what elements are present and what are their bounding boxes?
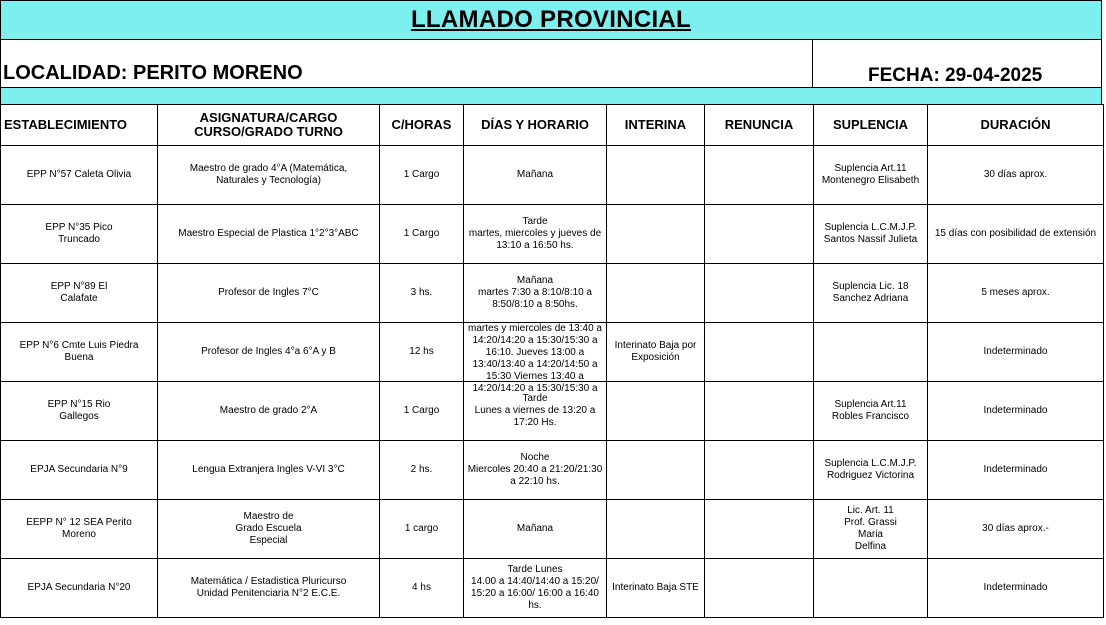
col-header-suplencia: SUPLENCIA <box>814 105 928 146</box>
cell-horas: 4 hs <box>380 559 464 618</box>
cell-horas: 2 hs. <box>380 441 464 500</box>
cell-establecimiento: EPP N°57 Caleta Olivia <box>1 146 158 205</box>
cell-asignatura: Maestro de Grado Escuela Especial <box>158 500 380 559</box>
cell-dias <box>464 205 607 264</box>
cell-asignatura: Profesor de Ingles 7°C <box>158 264 380 323</box>
cell-duracion: Indeterminado <box>928 323 1104 382</box>
separator-strip <box>0 88 1102 105</box>
col-header-renuncia: RENUNCIA <box>705 105 814 146</box>
cell-renuncia <box>705 264 814 323</box>
cell-establecimiento: EPP N°35 Pico Truncado <box>1 205 158 264</box>
cell-suplencia: Suplencia L.C.M.J.P. Rodriguez Victorina <box>814 441 928 500</box>
cell-duracion: Indeterminado <box>928 441 1104 500</box>
cell-interina <box>607 441 705 500</box>
cell-duracion: Indeterminado <box>928 559 1104 618</box>
col-header-interina: INTERINA <box>607 105 705 146</box>
col-header-horas: C/HORAS <box>380 105 464 146</box>
cell-horas: 3 hs. <box>380 264 464 323</box>
cell-asignatura: Maestro Especial de Plastica 1°2°3°ABC <box>158 205 380 264</box>
col-header-duracion: DURACIÓN <box>928 105 1104 146</box>
info-row <box>0 40 1102 88</box>
table-row <box>1 146 1104 205</box>
cell-suplencia: Suplencia Art.11 Montenegro Elisabeth <box>814 146 928 205</box>
cell-duracion: Indeterminado <box>928 382 1104 441</box>
cell-interina: Interinato Baja por Exposición <box>607 323 705 382</box>
cell-renuncia <box>705 323 814 382</box>
cell-establecimiento: EPP N°15 Rio Gallegos <box>1 382 158 441</box>
cell-dias <box>464 500 607 559</box>
cell-asignatura: Lengua Extranjera Ingles V-VI 3°C <box>158 441 380 500</box>
cell-interina <box>607 500 705 559</box>
horario-text: martes y miercoles de 13:40 a 14:20/14:20 a 15:30/15:30 a 16:10. Jueves 13:00 a 13:40/13:40 a 14:20/14:50 a 15:30 Viernes 13:40 a 14:20/14:20 a 15:30/15:30 a <box>468 323 602 394</box>
cell-dias <box>464 264 607 323</box>
fecha-cell <box>812 40 1102 87</box>
cell-interina <box>607 264 705 323</box>
cell-dias <box>464 441 607 500</box>
cell-suplencia <box>814 559 928 618</box>
cell-renuncia <box>705 559 814 618</box>
cell-horas: 1 Cargo <box>380 146 464 205</box>
table-row <box>1 559 1104 618</box>
table-row <box>1 205 1104 264</box>
table-row <box>1 500 1104 559</box>
cell-asignatura: Maestro de grado 2°A <box>158 382 380 441</box>
cell-dias <box>464 323 607 394</box>
table-row <box>1 441 1104 500</box>
cell-interina <box>607 205 705 264</box>
fecha-label: FECHA: 29-04-2025 <box>868 65 1043 86</box>
cell-asignatura: Maestro de grado 4°A (Matemática, Naturales y Tecnología) <box>158 146 380 205</box>
table-header-row <box>1 105 1104 146</box>
cell-dias <box>464 146 607 205</box>
table-body <box>1 146 1104 618</box>
col-header-asignatura: ASIGNATURA/CARGO CURSO/GRADO TURNO <box>158 105 380 146</box>
cell-suplencia <box>814 323 928 382</box>
cell-dias <box>464 559 607 618</box>
cell-asignatura: Matemática / Estadistica Pluricurso Unidad Penitenciaria N°2 E.C.E. <box>158 559 380 618</box>
horario-text: Tarde Lunes a viernes de 13:20 a 17:20 Hs. <box>474 393 596 428</box>
cell-horas: 1 cargo <box>380 500 464 559</box>
localidad-label: LOCALIDAD: PERITO MORENO <box>3 62 303 84</box>
horario-text: Tarde martes, miercoles y jueves de 13:10 a 16:50 hs. <box>468 216 602 251</box>
table-row <box>1 323 1104 382</box>
col-header-dias: DÍAS Y HORARIO <box>464 105 607 146</box>
cell-interina <box>607 146 705 205</box>
cell-interina: Interinato Baja STE <box>607 559 705 618</box>
cell-renuncia <box>705 500 814 559</box>
col-header-establecimiento: ESTABLECIMIENTO <box>1 105 158 146</box>
cell-duracion: 15 días con posibilidad de extensión <box>928 205 1104 264</box>
cell-suplencia: Suplencia Art.11 Robles Francisco <box>814 382 928 441</box>
horario-text: Mañana <box>516 523 554 534</box>
cell-duracion: 5 meses aprox. <box>928 264 1104 323</box>
page-title: LLAMADO PROVINCIAL <box>410 6 692 33</box>
cell-renuncia <box>705 441 814 500</box>
cell-suplencia: Suplencia Lic. 18 Sanchez Adriana <box>814 264 928 323</box>
cell-establecimiento: EPJA Secundaria N°20 <box>1 559 158 618</box>
cell-duracion: 30 días aprox.- <box>928 500 1104 559</box>
horario-text: Mañana martes 7:30 a 8:10/8:10 a 8:50/8:10 a 8:50hs. <box>478 275 592 310</box>
cell-renuncia <box>705 382 814 441</box>
positions-table <box>0 104 1104 618</box>
cell-renuncia <box>705 205 814 264</box>
cell-establecimiento: EPJA Secundaria N°9 <box>1 441 158 500</box>
cell-horas: 12 hs <box>380 323 464 382</box>
cell-suplencia: Suplencia L.C.M.J.P. Santos Nassif Julieta <box>814 205 928 264</box>
cell-establecimiento: EPP N°6 Cmte Luis Piedra Buena <box>1 323 158 382</box>
cell-horas: 1 Cargo <box>380 205 464 264</box>
title-banner <box>0 0 1102 40</box>
horario-text: Mañana <box>516 169 554 180</box>
cell-horas: 1 Cargo <box>380 382 464 441</box>
table-row <box>1 264 1104 323</box>
cell-renuncia <box>705 146 814 205</box>
horario-text: Tarde Lunes 14.00 a 14:40/14:40 a 15:20/ 15:20 a 16:00/ 16:00 a 16:40 hs. <box>471 564 599 611</box>
cell-interina <box>607 382 705 441</box>
horario-text: Noche Miercoles 20:40 a 21:20/21:30 a 22:10 hs. <box>467 452 603 487</box>
cell-asignatura: Profesor de Ingles 4°a 6°A y B <box>158 323 380 382</box>
cell-suplencia: Lic. Art. 11 Prof. Grassi Maria Delfina <box>814 500 928 559</box>
cell-establecimiento: EPP N°89 El Calafate <box>1 264 158 323</box>
cell-duracion: 30 días aprox. <box>928 146 1104 205</box>
cell-establecimiento: EEPP N° 12 SEA Perito Moreno <box>1 500 158 559</box>
